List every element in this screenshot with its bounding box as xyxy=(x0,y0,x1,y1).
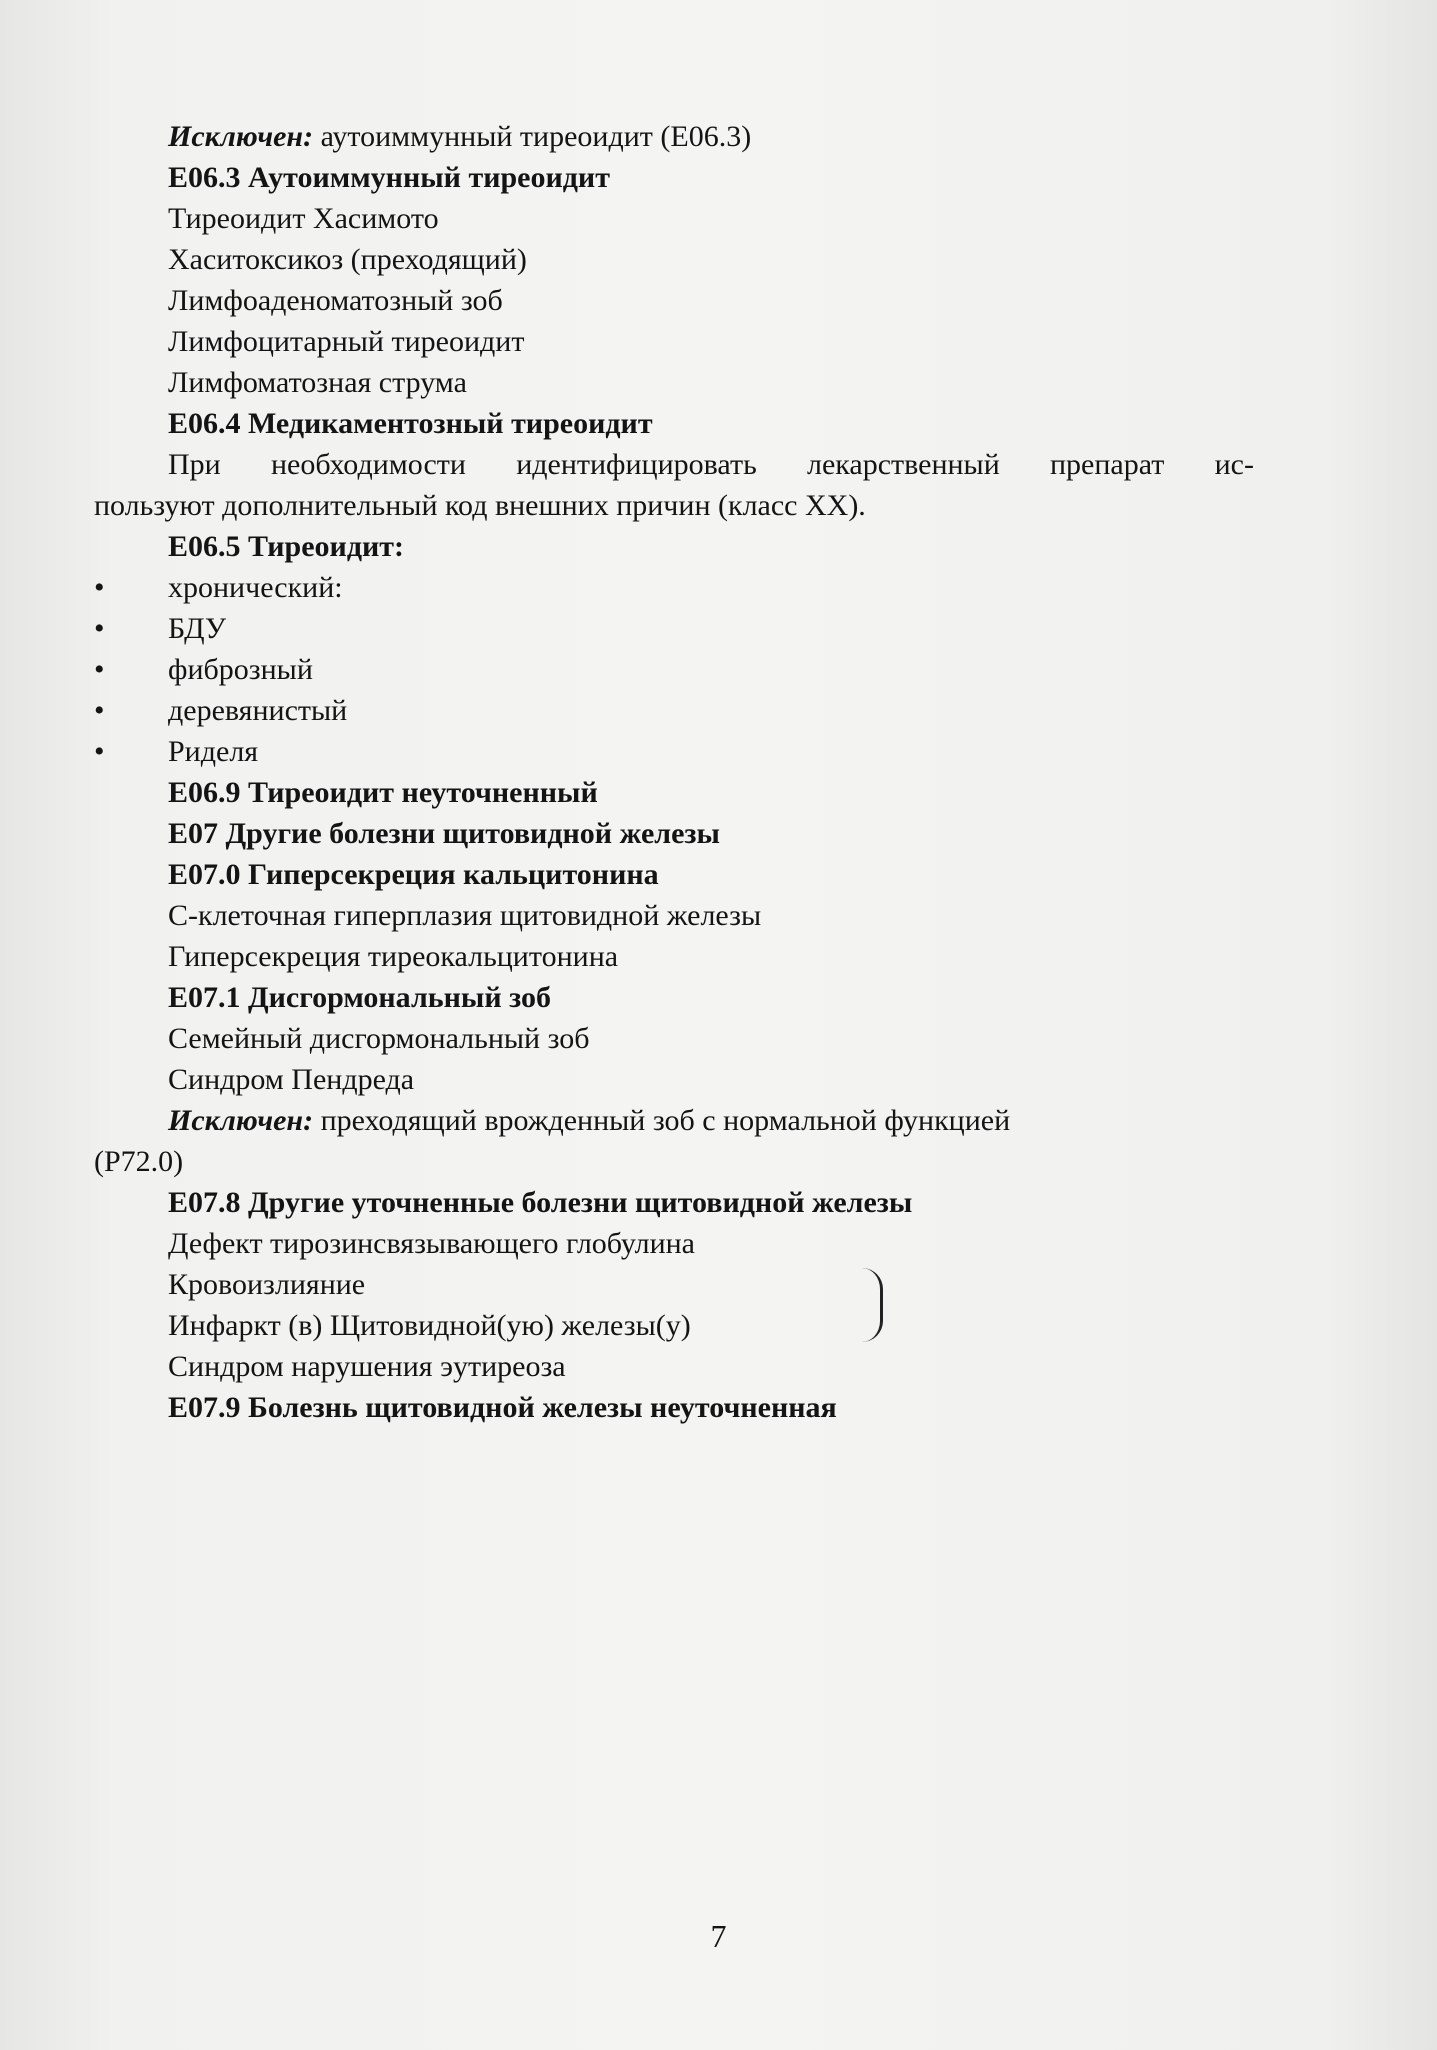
term-line: Лимфоцитарный тиреоидит xyxy=(168,325,525,358)
code-heading: E06.5 Тиреоидит: xyxy=(168,530,405,563)
exclusion-text: аутоиммунный тиреоидит (E06.3) xyxy=(313,120,752,153)
term-line: С-клеточная гиперплазия щитовидной железы xyxy=(168,899,762,932)
bullet-icon: • xyxy=(94,571,105,604)
term-line: Синдром нарушения эутиреоза xyxy=(168,1350,566,1383)
exclusion-text: преходящий врожденный зоб с нормальной функцией xyxy=(313,1104,1011,1137)
exclusion-note xyxy=(94,1100,1254,1141)
bullet-item xyxy=(94,608,1254,649)
paragraph-line: (P72.0) xyxy=(94,1145,184,1178)
code-heading: E07.0 Гиперсекреция кальцитонина xyxy=(168,858,659,891)
exclusion-note xyxy=(94,116,1254,157)
bullet-text: БДУ xyxy=(168,612,227,645)
term-line: Гиперсекреция тиреокальцитонина xyxy=(168,940,619,973)
bullet-text: фиброзный xyxy=(168,653,313,686)
exclusion-label: Исключен: xyxy=(168,1104,314,1137)
term-line: Инфаркт (в) Щитовидной(ую) железы(у) xyxy=(168,1309,691,1342)
paragraph-line: пользуют дополнительный код внешних причин (класс XX). xyxy=(94,489,866,522)
term-line: Семейный дисгормональный зоб xyxy=(168,1022,590,1055)
term-line: Дефект тирозинсвязывающего глобулина xyxy=(168,1227,695,1260)
bullet-icon: • xyxy=(94,612,105,645)
code-heading: E06.9 Тиреоидит неуточненный xyxy=(168,776,598,809)
code-heading: E07.9 Болезнь щитовидной железы неуточненная xyxy=(168,1391,837,1424)
bullet-item xyxy=(94,731,1254,772)
bullet-item xyxy=(94,690,1254,731)
bullet-item xyxy=(94,649,1254,690)
term-line: Кровоизлияние xyxy=(168,1268,366,1301)
code-heading: E06.3 Аутоиммунный тиреоидит xyxy=(168,161,610,194)
bullet-icon: • xyxy=(94,653,105,686)
term-line: Хаситоксикоз (преходящий) xyxy=(168,243,527,276)
bullet-text: Риделя xyxy=(168,735,259,768)
term-line: Лимфоматозная струма xyxy=(168,366,467,399)
curly-brace-icon xyxy=(862,1268,883,1342)
term-line: Лимфоаденоматозный зоб xyxy=(168,284,503,317)
term-line: Тиреоидит Хасимото xyxy=(168,202,439,235)
bullet-icon: • xyxy=(94,735,105,768)
exclusion-label: Исключен: xyxy=(168,120,314,153)
bracketed-terms xyxy=(94,1264,1254,1346)
code-heading: E07 Другие болезни щитовидной железы xyxy=(168,817,720,850)
code-heading: E07.1 Дисгормональный зоб xyxy=(168,981,552,1014)
bullet-icon: • xyxy=(94,694,105,727)
code-heading: E06.4 Медикаментозный тиреоидит xyxy=(168,407,653,440)
bullet-text: деревянистый xyxy=(168,694,348,727)
bullet-text: хронический: xyxy=(168,571,343,604)
page-number: 7 xyxy=(710,1918,727,1954)
icd-code-list xyxy=(94,116,1254,1428)
paragraph-line: При необходимости идентифицировать лекарственный препарат ис- xyxy=(168,448,1254,481)
term-line: Синдром Пендреда xyxy=(168,1063,415,1096)
code-heading: E07.8 Другие уточненные болезни щитовидной железы xyxy=(168,1186,913,1219)
bullet-item xyxy=(94,567,1254,608)
